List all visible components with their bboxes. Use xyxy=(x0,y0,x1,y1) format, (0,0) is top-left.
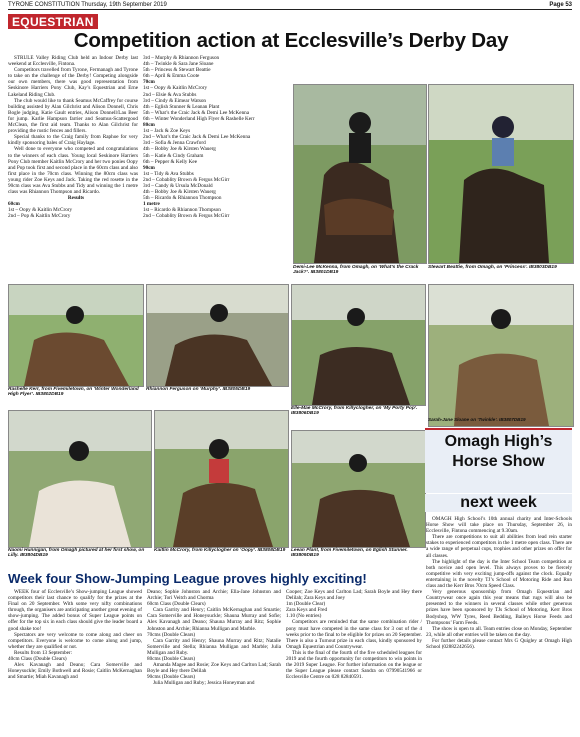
result-line: 1st – Ricardo & Rhiannon Thompson xyxy=(143,207,221,214)
result-line: 60cm xyxy=(8,201,20,208)
caption-sarah-jane-visible: Sarah-Jane Sloane on ‘Twinkle’. IB3807DB19 xyxy=(428,417,526,422)
result-line: 1st – Jack & Zoe Keys xyxy=(143,128,191,135)
result-line: 4th – Bobby Joe & Kirsten Wauerg xyxy=(143,146,216,153)
paragraph: Zara Keys and Fred xyxy=(286,607,328,614)
paragraph: Competitors travelled from Tyrone, Fermanagh and Tyrone to take on the challenge of the Derby! Competing alongside our own members, there was good representation from Seskinore Harriers Pony Club, Kay’s Equestrian and Erne Lakeland Riding Club. xyxy=(8,67,138,98)
photo-kaitlin xyxy=(154,410,289,548)
photo-leean xyxy=(291,430,426,548)
omagh-headline-line2: Horse Show xyxy=(452,453,545,470)
result-line: 2nd – Cobablity Brown & Fergus McGirr xyxy=(143,213,230,220)
class-heading: 70cms (Double Clears) xyxy=(147,631,196,638)
paragraph: Spectators are very welcome to come along and cheer on competitors. Everyone is welcome to come along and jump, whether they are qualified or not. xyxy=(8,631,142,650)
photo-sarah-jane xyxy=(428,284,574,427)
paragraph: Competitors are reminded that the same combination rider / pony must have competed in the same class for 3 out of the 4 weeks prior to the final to be eligible for prizes on 20 September. There is also a Turnout prize in each class, kindly sponsored by Omagh Equestrian and Countrywear. xyxy=(286,619,422,650)
header-page-number: Page 53 xyxy=(549,2,572,8)
caption-rashelle: Rashelle Kerr, from Fivemiletown, on ‘Winter Wonderland High Flyer’. IB3802DB19 xyxy=(8,387,139,398)
caption-kaitlin: Kaitlin McCrory, from Killyclogher on ‘Oopy’. IB3808DB19 xyxy=(154,548,286,553)
caption-ellamae: Elle-Mae McCrory, from Killyclogher, on ‘My Porty Pop’. IB3806DB19 xyxy=(291,406,418,417)
result-line: 5th – Ricardo & Rhiannon Thompson xyxy=(143,195,222,202)
paragraph: Special thanks to the Craig family from Raphoe for very kindly sponsoring bales of Craig Haylage. xyxy=(8,134,138,147)
paragraph: The club would like to thank Seamus McCaffrey for course building assisted by Alan Gilchrist and Alison Donnell, Chris Bogle judging, Katie Gault entries, Alison Donnell/Lau Beer for jump. Karlie Hampson farrier and Seamus-Scattergood McClean, the first aid team. Thanks to Alan Gilchrist for providing the rustic fences and fillers. xyxy=(8,97,138,135)
result-class: 90cm xyxy=(143,164,155,171)
league-column-3 xyxy=(286,589,422,735)
section-label: EQUESTRIAN xyxy=(8,14,98,29)
result-line: 6th – April & Emma Coote xyxy=(143,73,200,80)
league-column-2 xyxy=(147,589,281,735)
class-heading: 90cms (Double Clears) xyxy=(147,674,196,681)
caption-naomi: Naomi Hunnigan, from Omagh pictured at her first show, on Lilly. IB3804DB19 xyxy=(8,548,145,559)
omagh-headline-line3-visible: next week xyxy=(425,494,572,512)
result-line: 3rd – Sofia & Jenna Crawford xyxy=(143,140,206,147)
omagh-headline-line1: Omagh High’s xyxy=(444,433,553,450)
result-class: 80cm xyxy=(143,122,155,129)
result-class: 1 metre xyxy=(143,201,160,208)
photo-rhiannon xyxy=(146,284,289,387)
photo-demi-lee xyxy=(293,84,427,264)
class-heading: 1m (Double Clear) xyxy=(286,601,326,608)
page-header xyxy=(8,2,572,10)
page-headline: Competition action at Ecclesville’s Derby Day xyxy=(73,29,509,52)
result-line: 3rd – Murphy & Rhiannon Ferguson xyxy=(143,55,220,61)
paragraph: Deano; Sophie Johnston and Archie; Ella-Jane Johnston and Archie; Tori Veitch and Chorma xyxy=(147,589,281,602)
paragraph: Results from 13 September: xyxy=(14,649,73,656)
header-paper-date: TYRONE CONSTITUTION Thursday, 19th September 2019 xyxy=(8,2,167,8)
result-line: 2nd – Pop & Kaitlin McCrory xyxy=(8,213,71,220)
class-heading: 40cm Class (Double Clears) xyxy=(8,656,67,663)
article-column-1 xyxy=(8,55,138,293)
paragraph: The show is open to all. Team entries close on Monday, September 23, while all other entries will be taken on the day. xyxy=(426,625,572,638)
paragraph: Very generous sponsorship from Omagh Equestrian and Countrywear once again this year means that rugs will also be presented to the winners in several classes while other generous prizes have been sponsored by TJs School of Motoring, Kerr Bros Bodyshop, WW Tyres, Reed Bedding, Baileys Horse Feeds and Thompsons’ Farm Feeds. xyxy=(426,589,572,626)
paragraph: STRULE Valley Riding Club held an Indoor Derby last weekend at Ecclesville, Fintona. xyxy=(8,55,138,68)
result-line: 6th – Pepper & Kelly Kee xyxy=(143,158,198,165)
league-headline: Week four Show-Jumping League proves highly exciting! xyxy=(8,571,367,586)
result-line: 5th – Princess & Stewart Beattie xyxy=(143,67,211,74)
photo-rashelle xyxy=(8,284,144,387)
paragraph: Amanda Magee and Rosie; Zoe Keys and Carlton Lad; Sarah Boyle and Hey there Delilah xyxy=(147,662,281,675)
result-line: 5th – Katie & Cindy Graham xyxy=(143,152,204,159)
result-line: 4th – Bobby Joe & Kirsten Wauerg xyxy=(143,189,216,196)
result-line: 6th – Winter Wonderland High Flyer & Rashelle Kerr xyxy=(143,115,255,122)
caption-demi-lee: Demi-Lee McKenna, from Omagh, on ‘What’s the Crack Jack?’. IB3801DB19 xyxy=(293,265,419,276)
result-line: 4th – Eglish Stunner & Leanan Plant xyxy=(143,103,220,110)
omagh-high-headline-box xyxy=(425,428,572,493)
class-heading: 60cm Class (Double Clears) xyxy=(147,601,206,608)
article-column-2 xyxy=(143,55,288,293)
paragraph: This is the final of the fourth of the five scheduled leagues for 2019 and the fourth opportunity for competitors to win points in the 2019 Super League. For further information on the league or the Super League please contact Sandra on 07990541966 or Ecclesville Centre on 028 82840591. xyxy=(286,649,422,681)
result-line: 2nd – What’s the Craic Jack & Demi Lee McKenna xyxy=(143,134,251,141)
paragraph: The highlight of the day is the Inter School Team competition at both novice and open level. This always proves to be fiercely competitive with very exciting jump-offs against the clock. Equally entertaining is the novelty TJ’s School of Motoring Ride and Run class and the Kerr Bros 70cm Speed Class. xyxy=(426,558,572,590)
omagh-article xyxy=(426,516,572,735)
result-line: 1st – Oopy & Kaitlin McCrory xyxy=(8,207,73,214)
paragraph: Julia Mulligan and Ruby; Jessica Honeyman and xyxy=(153,680,255,687)
paragraph: OMAGH High School’s 10th annual charity and Inter-Schools Horse Show will take place on Thursday, September 26, in Ecclesville, Fintona commencing at 9.30am. xyxy=(426,516,572,535)
caption-leean: Leean Plant, from Fivemiletown, on Eglish Stunner. IB3809DB19 xyxy=(291,548,408,559)
paragraph: For further details please contact Mrs G Quigley at Omagh High School (02882242656). xyxy=(426,637,572,650)
results-heading: Results xyxy=(67,195,85,202)
result-line: 2nd – Elsie & Ava Stubbs xyxy=(143,91,197,98)
photo-ellamae xyxy=(291,284,426,406)
caption-stewart: Stewart Beattie, from Omagh, on ‘Princess’. IB3803DB19 xyxy=(428,265,557,270)
result-line: 4th – Twinkle & Sara Jane Sloane xyxy=(143,61,214,68)
league-column-1 xyxy=(8,589,142,735)
result-line: 5th – What’s the Craic Jack & Demi Lee McKenna xyxy=(143,109,250,116)
paragraph: WEEK four of Ecclesville’s Show-jumping League showed competitors their last chance to qualify for the prizes at the Final on 20 September. With some very nifty combinations through, the organisers are anticipating another great evening of show-jumping. The added bonus of Super League points on offer for the top six in each class should give the leader board a good shake too! xyxy=(8,589,142,632)
result-line: 3rd – Cindy & Eimear Watson xyxy=(143,97,207,104)
result-line: 2nd – Cobablity Brown & Fergus McGirr xyxy=(143,176,230,183)
class-heading: 1.10 (No entries) xyxy=(286,613,322,620)
result-class: 70cm xyxy=(143,79,155,86)
class-heading: 80cms (Double Clears) xyxy=(147,656,196,663)
result-line: 1st – Tidy & Ava Stubbs xyxy=(143,170,194,177)
paragraph: Alex Kavanagh and Deano; Cara Somerville and Honeysuckle; Emily Bothwell and Rosie; Caitlin McKernaghan and Smartie; Miah Kavanagh and xyxy=(8,662,142,681)
paragraph: Well done to everyone who competed and congratulations to the winners of each class. Young local Seskinore Harriers Pony Club member Kaitlin McCrory and her two ponies Oopy and Pop took first and second place in the 60cm class and also first place in the 70cm class. Winning the 80cm class was young rider Zoe Keys and Jack. Taking the red rosette in the 90cm class was Ava Stubbs and Tidy and winning the 1 metre class was Rhiannon Thompson and Ricardo. xyxy=(8,146,138,196)
photo-stewart xyxy=(428,84,574,264)
photo-naomi xyxy=(8,410,152,548)
result-line: 1st – Oopy & Kaitlin McCrory xyxy=(143,85,208,92)
paragraph: Cara Garrity and Henry; Caitlin McKernaghan and Smartie; Cara Somerville and Honeysuckle; Shauna Murray and Sofie; Alex Kavanagh and Deano; Shauna Murray and Ritz; Sophie Johnston and Archie; Rhianna Mulligan and Marble. xyxy=(147,607,281,632)
caption-rhiannon: Rhiannon Ferguson on ‘Murphy’. IB3805DB19 xyxy=(146,387,251,392)
paragraph: Cara Garrity and Henry; Shauna Murray and Ritz; Natalie Somerville and Stella; Rhianna Mulligan and Marble; Julia Mulligan and Ruby. xyxy=(147,637,281,656)
paragraph: Cooper; Zoe Keys and Carlton Lad; Sarah Boyle and Hey there Delilah; Zara Keys and Joey xyxy=(286,589,422,602)
result-line: 3rd – Candy & Ursula McDonald xyxy=(143,182,213,189)
paragraph: There are competitions to suit all abilities from lead rein starter stakes to experienced competitors in the 1 metre open class. There are a wide range of perpetual cups, trophies and other prizes on offer for all classes. xyxy=(426,534,572,559)
